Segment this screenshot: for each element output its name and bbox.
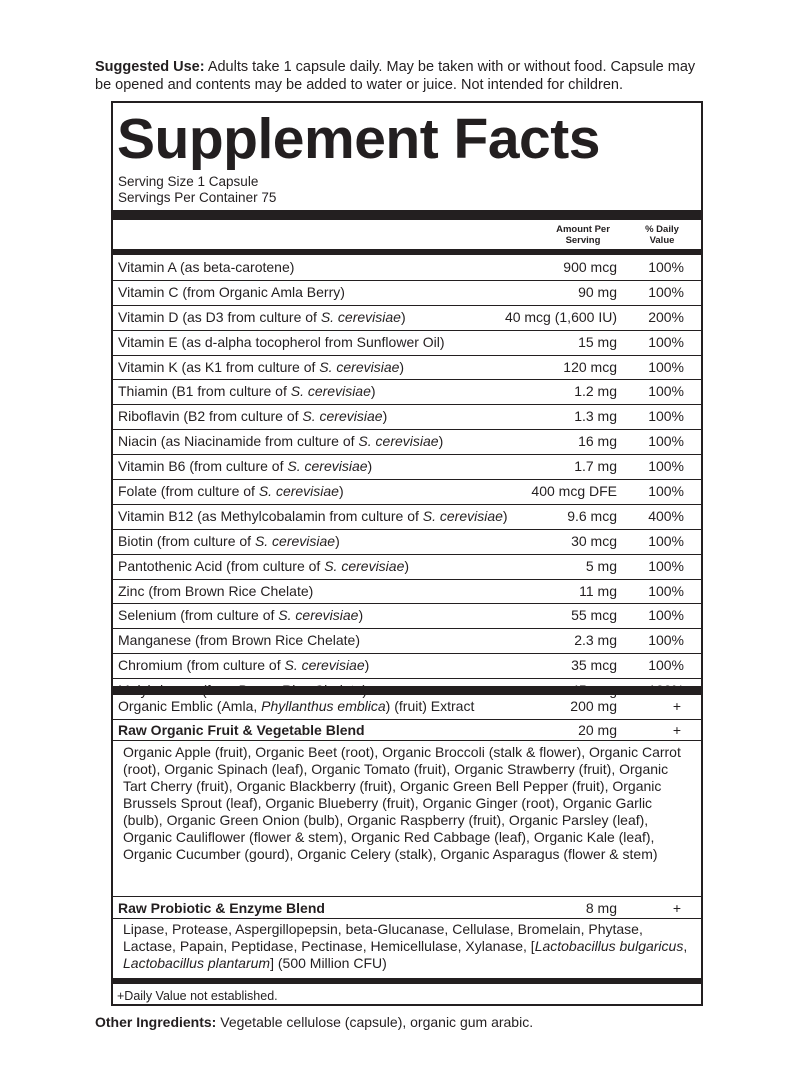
emblic-amount: 200 mg (570, 698, 617, 714)
nutrient-dv: 100% (648, 483, 684, 500)
nutrient-dv: 100% (648, 532, 684, 549)
row-divider (113, 740, 701, 741)
nutrient-row (113, 380, 701, 405)
nutrient-name: Vitamin C (from Organic Amla Berry) (118, 283, 345, 300)
other-ingredients-text: Vegetable cellulose (capsule), organic gum arabic. (216, 1014, 534, 1030)
nutrient-amount: 9.6 mcg (567, 507, 617, 524)
probiotic-blend-amount: 8 mg (585, 900, 617, 916)
nutrient-dv: 100% (648, 557, 684, 574)
nutrient-amount: 55 mcg (571, 607, 617, 624)
nutrient-dv: 100% (648, 433, 684, 450)
probiotic-blend-row (113, 897, 701, 919)
servings-per-container: Servings Per Container 75 (118, 190, 277, 205)
probiotic-blend-dv: + (672, 900, 681, 916)
nutrient-row (113, 505, 701, 530)
nutrient-dv: 100% (648, 333, 684, 350)
nutrient-name: Vitamin B12 (as Methylcobalamin from culture of S. cerevisiae) (118, 507, 508, 524)
suggested-use-text: Adults take 1 capsule daily. May be taken with or without food. Capsule may be opened and contents may be added to water or juice. Not intended for children. (95, 59, 696, 93)
nutrient-row (113, 281, 701, 306)
nutrient-amount: 400 mcg DFE (531, 483, 617, 500)
bottom-divider (113, 978, 701, 984)
fruit-blend-amount: 20 mg (578, 722, 617, 738)
nutrient-row (113, 604, 701, 629)
nutrient-row (113, 331, 701, 356)
probiotic-blend-ingredients: Lipase, Protease, Aspergillopepsin, beta-Glucanase, Cellulase, Bromelain, Phytase, Lactase, Papain, Peptidase, Pectinase, Hemicellulase, Xylanase, [Lactobacillus bulgaricus, Lactobacillus plantarum] (500 Million CFU) (123, 921, 688, 971)
nutrient-row (113, 629, 701, 654)
nutrient-row (113, 580, 701, 605)
emblic-name: Organic Emblic (Amla, Phyllanthus emblica) (fruit) Extract (118, 698, 475, 714)
nutrient-name: Pantothenic Acid (from culture of S. cerevisiae) (118, 557, 410, 574)
thick-divider-2 (113, 686, 701, 695)
nutrient-name: Biotin (from culture of S. cerevisiae) (118, 532, 340, 549)
nutrient-name: Vitamin D (as D3 from culture of S. cerevisiae) (118, 308, 406, 325)
nutrient-row (113, 430, 701, 455)
nutrient-amount: 30 mcg (571, 532, 617, 549)
nutrient-dv: 100% (648, 383, 684, 400)
column-header (113, 222, 701, 248)
nutrient-row (113, 405, 701, 430)
medium-divider (113, 249, 701, 255)
nutrient-amount: 1.2 mg (574, 383, 617, 400)
nutrient-name: Riboflavin (B2 from culture of S. cerevisiae) (118, 408, 388, 425)
nutrient-amount: 90 mg (578, 283, 617, 300)
nutrient-amount: 1.7 mg (574, 458, 617, 475)
nutrient-table (113, 256, 701, 703)
nutrient-amount: 15 mg (578, 333, 617, 350)
daily-value-header: % Daily Value (645, 224, 679, 246)
nutrient-name: Chromium (from culture of S. cerevisiae) (118, 657, 370, 674)
nutrient-amount: 900 mcg (563, 259, 617, 275)
nutrient-name: Vitamin K (as K1 from culture of S. cerevisiae) (118, 358, 405, 375)
nutrient-amount: 5 mg (585, 557, 617, 574)
nutrient-dv: 100% (648, 632, 684, 649)
fruit-blend-name: Raw Organic Fruit & Vegetable Blend (118, 722, 365, 738)
nutrient-name: Selenium (from culture of S. cerevisiae) (118, 607, 364, 624)
nutrient-amount: 35 mcg (571, 657, 617, 674)
supplement-facts-panel (111, 101, 703, 1006)
panel-title: Supplement Facts (117, 107, 600, 171)
nutrient-dv: 400% (648, 507, 684, 524)
nutrient-amount: 1.3 mg (574, 408, 617, 425)
nutrient-row (113, 530, 701, 555)
nutrient-name: Vitamin E (as d-alpha tocopherol from Sunflower Oil) (118, 333, 445, 350)
nutrient-amount: 16 mg (578, 433, 617, 450)
amount-per-serving-header: Amount Per Serving (556, 224, 610, 246)
nutrient-row (113, 455, 701, 480)
nutrient-name: Niacin (as Niacinamide from culture of S. cerevisiae) (118, 433, 444, 450)
nutrient-name: Manganese (from Brown Rice Chelate) (118, 632, 360, 649)
other-ingredients-label: Other Ingredients: (95, 1014, 217, 1030)
footnote: +Daily Value not established. (117, 989, 278, 1003)
nutrient-dv: 100% (648, 358, 684, 375)
nutrient-dv: 100% (648, 259, 684, 275)
nutrient-name: Vitamin B6 (from culture of S. cerevisiae) (118, 458, 373, 475)
nutrient-row (113, 654, 701, 679)
suggested-use-label: Suggested Use: (95, 59, 205, 75)
nutrient-dv: 100% (648, 408, 684, 425)
suggested-use (95, 58, 715, 94)
serving-size: Serving Size 1 Capsule (118, 174, 259, 189)
nutrient-name: Folate (from culture of S. cerevisiae) (118, 483, 344, 500)
fruit-blend-ingredients: Organic Apple (fruit), Organic Beet (root), Organic Broccoli (stalk & flower), Organic Carrot (root), Organic Spinach (leaf), Organic Tomato (fruit), Organic Strawberry (fruit), Organic Tart Cherry (fruit), Organic Blackberry (fruit), Organic Green Bell Pepper (fruit), Organic Brussels Sprout (leaf), Organic Blueberry (fruit), Organic Ginger (root), Organic Garlic (bulb), Organic Green Onion (bulb), Organic Raspberry (fruit), Organic Parsley (leaf), Organic Cauliflower (flower & stem), Organic Red Cabbage (leaf), Organic Kale (leaf), Organic Cucumber (gourd), Organic Celery (stalk), Organic Asparagus (flower & stem) (123, 744, 681, 862)
nutrient-row (113, 555, 701, 580)
nutrient-name: Thiamin (B1 from culture of S. cerevisiae) (118, 383, 376, 400)
nutrient-dv: 100% (648, 607, 684, 624)
nutrient-row (113, 306, 701, 331)
nutrient-amount: 40 mcg (1,600 IU) (504, 308, 617, 325)
nutrient-row (113, 356, 701, 381)
nutrient-dv: 100% (648, 582, 684, 599)
nutrient-dv: 200% (648, 308, 684, 325)
fruit-blend-dv: + (672, 722, 681, 738)
emblic-dv: + (672, 698, 681, 714)
nutrient-name: Vitamin A (as beta-carotene) (118, 259, 295, 275)
emblic-row (113, 695, 701, 719)
serving-info (118, 174, 276, 206)
other-ingredients (95, 1014, 533, 1030)
thick-divider (113, 210, 701, 220)
nutrient-row (113, 256, 701, 281)
nutrient-name: Zinc (from Brown Rice Chelate) (118, 582, 314, 599)
nutrient-amount: 11 mg (579, 582, 617, 599)
nutrient-dv: 100% (648, 657, 684, 674)
nutrient-amount: 120 mcg (563, 358, 617, 375)
nutrient-dv: 100% (648, 283, 684, 300)
probiotic-blend-name: Raw Probiotic & Enzyme Blend (118, 900, 325, 916)
nutrient-amount: 2.3 mg (574, 632, 617, 649)
nutrient-dv: 100% (648, 458, 684, 475)
row-divider (113, 918, 701, 919)
nutrient-row (113, 480, 701, 505)
